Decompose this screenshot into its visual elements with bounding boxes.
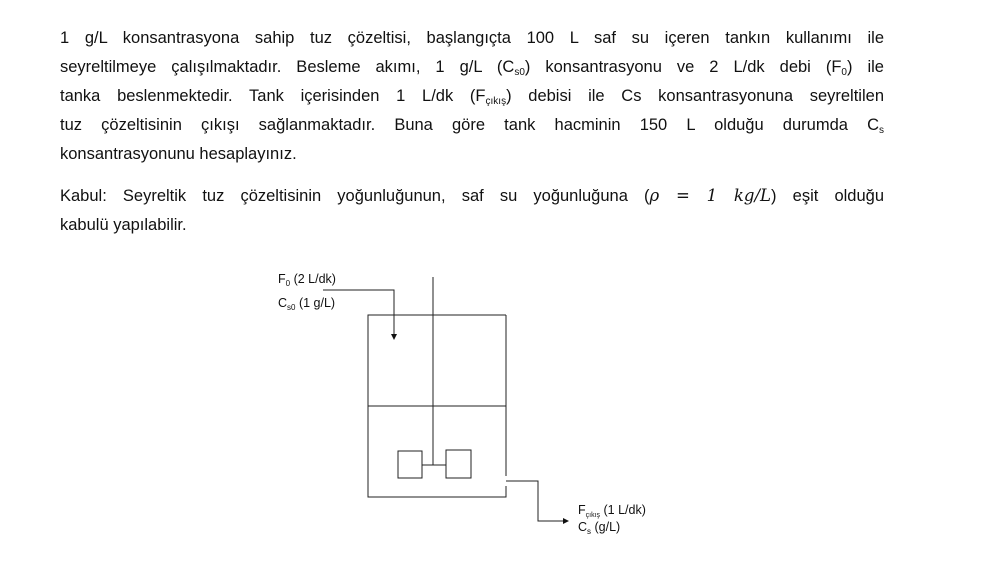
inlet-concentration-label: $C_{s0}$ (1 g/L): [278, 296, 336, 312]
density-formula: ρ = 1 kg/L: [649, 186, 772, 205]
problem-line-1: 1 g/L konsantrasyona sahip tuz çözeltisi, başlangıçta 100 L saf su içeren tankın kullanımı ile: [60, 29, 884, 47]
problem-line-5: konsantrasyonunu hesaplayınız.: [60, 145, 297, 163]
problem-line-2: seyreltilmeye çalışılmaktadır. Besleme akımı, 1 g/L $(C_{s0})$ konsantrasyonu ve 2 L/dk debi $(F_0)$ ile: [60, 58, 884, 78]
problem-line-4: tuz çözeltisinin çıkışı sağlanmaktadır. Buna göre tank hacminin 150 L olduğu durumda $C_s$: [60, 116, 884, 136]
impeller-blade-right: [446, 450, 471, 478]
assumption-line-2: kabulü yapılabilir.: [60, 216, 187, 234]
assumption-line-1: Kabul: Seyreltik tuz çözeltisinin yoğunluğunun, saf su yoğunluğuna (ρ = 1 kg/L) eşit olduğu: [60, 186, 884, 205]
outlet-stream-arrow: [506, 481, 568, 521]
outlet-concentration-label: $C_s$ (g/L): [578, 520, 621, 536]
outlet-flow-label: $F_{çıkış}$ (1 L/dk): [578, 503, 646, 519]
problem-line-3: tanka beslenmektedir. Tank içerisinden 1 L/dk $(F_{çıkış})$ debisi ile Cs konsantrasyonuna seyreltilen: [60, 87, 884, 107]
impeller-blade-left: [398, 451, 422, 478]
inlet-flow-label: $F_0$ (2 L/dk): [278, 272, 336, 288]
